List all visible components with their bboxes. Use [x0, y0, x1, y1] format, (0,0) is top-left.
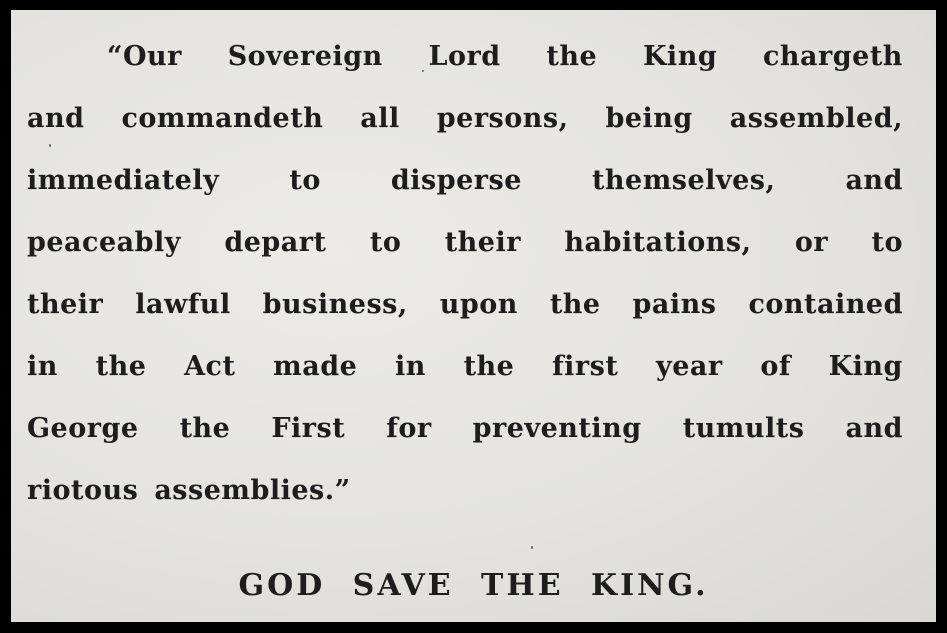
paper-speck: [422, 70, 424, 72]
proclamation-word: being: [605, 103, 693, 134]
proclamation-word: to: [871, 227, 903, 258]
proclamation-word: pains: [632, 289, 717, 320]
proclamation-word: their: [444, 227, 521, 258]
proclamation-word: King: [828, 351, 903, 382]
proclamation-word: Sovereign: [227, 41, 383, 72]
proclamation-word: the: [546, 41, 598, 72]
proclamation-word: their: [27, 289, 104, 320]
proclamation-word: all: [360, 103, 400, 134]
proclamation-line: [27, 100, 903, 162]
proclamation-word: first: [552, 351, 619, 382]
proclamation-word: in: [394, 351, 426, 382]
paper-speck: [531, 546, 533, 549]
proclamation-word: assemblies.”: [154, 475, 351, 506]
proclamation-word: habitations,: [564, 227, 752, 258]
printed-page: [11, 10, 936, 622]
proclamation-line: [27, 38, 903, 100]
proclamation-word: to: [369, 227, 402, 258]
proclamation-word: the: [179, 413, 231, 444]
proclamation-word: business,: [262, 289, 408, 320]
proclamation-word: King: [642, 41, 718, 72]
proclamation-word: year: [656, 351, 723, 382]
proclamation-word: peaceably: [27, 227, 181, 258]
proclamation-word: chargeth: [762, 41, 903, 72]
proclamation-word: persons,: [436, 103, 569, 134]
proclamation-word: the: [95, 351, 147, 382]
proclamation-word: disperse: [390, 165, 522, 196]
proclamation-word: and: [845, 165, 903, 196]
proclamation-text: [27, 38, 903, 534]
proclamation-word: contained: [748, 289, 903, 320]
closing-line: GOD SAVE THE KING.: [238, 568, 709, 603]
proclamation-word: commandeth: [121, 103, 324, 134]
proclamation-word: “Our: [107, 41, 182, 72]
proclamation-word: the: [549, 289, 601, 320]
proclamation-word: of: [760, 351, 791, 382]
proclamation-word: Lord: [428, 41, 501, 72]
proclamation-line: [27, 410, 903, 472]
proclamation-word: First: [271, 413, 346, 444]
proclamation-word: for: [386, 413, 432, 444]
proclamation-word: assembled,: [729, 103, 903, 134]
proclamation-word: immediately: [27, 165, 220, 196]
proclamation-word: the: [463, 351, 515, 382]
proclamation-line: [27, 472, 903, 534]
proclamation-word: Act: [184, 351, 236, 382]
proclamation-word: tumults: [682, 413, 805, 444]
proclamation-word: made: [273, 351, 358, 382]
proclamation-word: and: [27, 103, 85, 134]
proclamation-word: preventing: [472, 413, 642, 444]
proclamation-word: in: [27, 351, 58, 382]
proclamation-line: [27, 348, 903, 410]
proclamation-word: or: [794, 227, 829, 258]
proclamation-line: [27, 162, 903, 224]
proclamation-word: depart: [224, 227, 327, 258]
proclamation-line: [27, 286, 903, 348]
proclamation-word: George: [27, 413, 139, 444]
proclamation-word: themselves,: [591, 165, 776, 196]
proclamation-word: lawful: [135, 289, 231, 320]
proclamation-word: upon: [439, 289, 518, 320]
proclamation-word: riotous: [27, 475, 139, 506]
proclamation-word: to: [289, 165, 321, 196]
proclamation-word: and: [845, 413, 903, 444]
proclamation-line: [27, 224, 903, 286]
paper-speck: [49, 144, 51, 147]
